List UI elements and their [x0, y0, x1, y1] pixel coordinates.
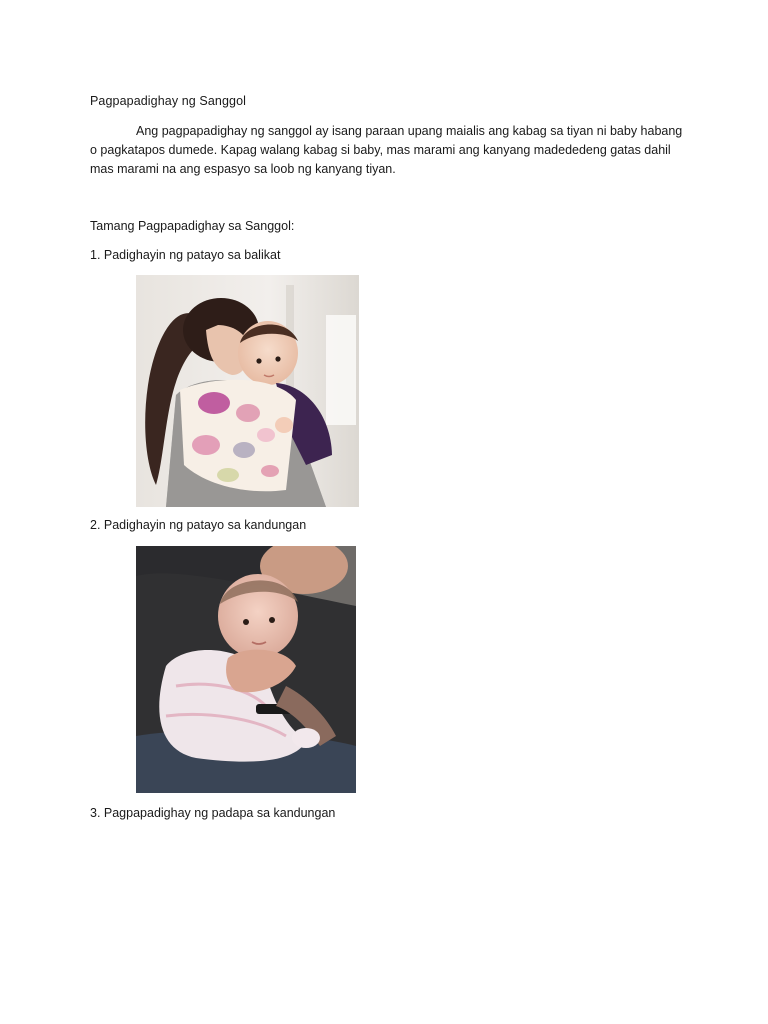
photo-lap-burping	[136, 546, 356, 793]
list-item-lap-prone: 3. Pagpapadighay ng padapa sa kandungan	[90, 806, 336, 820]
intro-paragraph: Ang pagpapadighay ng sanggol ay isang paraan upang maialis ang kabag sa tiyan ni baby habang o pagkatapos dumede. Kapag walang kabag si baby, mas marami ang kanyang madededeng gatas dahil mas marami na ang espasyo sa loob ng kanyang tiyan.	[90, 124, 683, 176]
list-item-shoulder: 1. Padighayin ng patayo sa balikat	[90, 248, 281, 262]
section-subheading: Tamang Pagpapadighay sa Sanggol:	[90, 219, 295, 233]
list-item-lap-upright: 2. Padighayin ng patayo sa kandungan	[90, 518, 307, 532]
document-title: Pagpapadighay ng Sanggol	[90, 94, 247, 108]
photo-shoulder-burping	[136, 275, 359, 507]
